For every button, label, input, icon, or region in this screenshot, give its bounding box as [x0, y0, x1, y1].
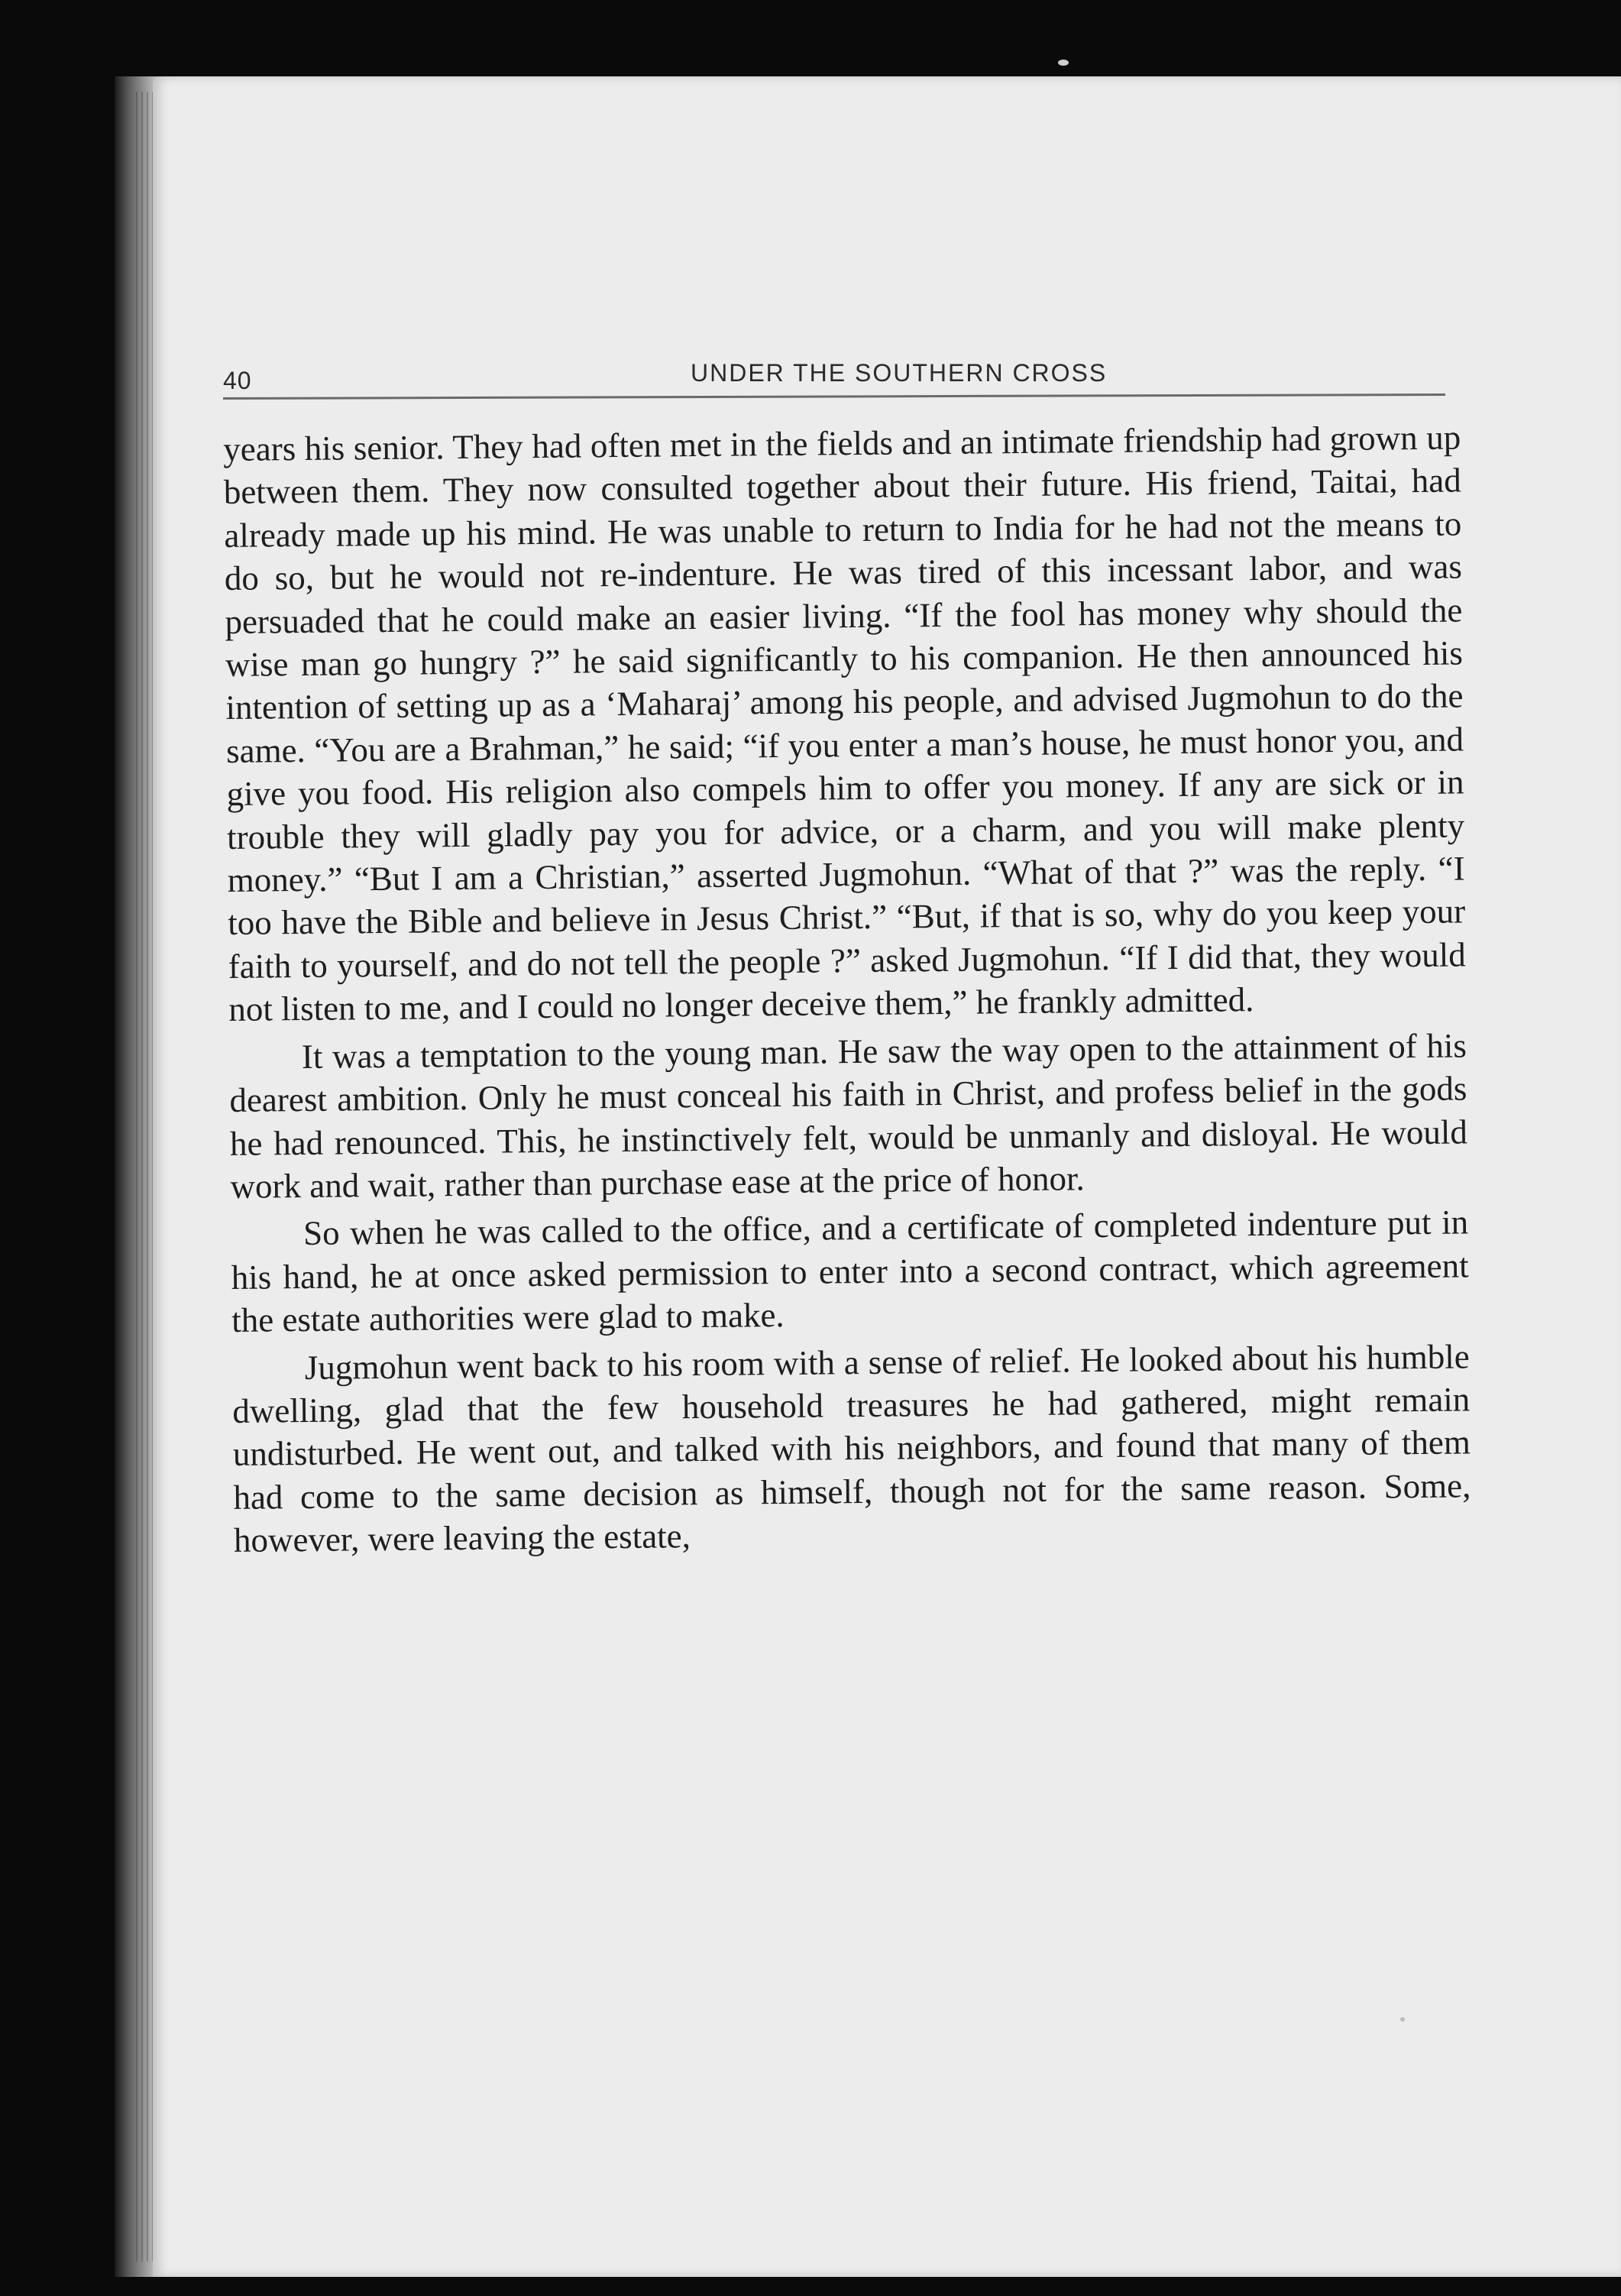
paragraph: years his senior. They had often met in the fields and an intimate friendship had grown up between them. They now consulted together about their future. His friend, Taitai, had already made up his mind. He was unable to return to India for he had not the means to do so, but he would not re-indenture. He was tired of this incessant labor, and was persuaded that he could make an easier living. “If the fool has money why should the wise man go hungry ?” he said significantly to his companion. He then announced his intention of setting up as a ‘Maharaj’ among his people, and advised Jugmohun to do the same. “You are a Brahman,” he said; “if you enter a man’s house, he must honor you, and give you food. His religion also compels him to offer you money. If any are sick or in trouble they will gladly pay you for advice, or a charm, and you will make plenty money.” “But I am a Christian,” asserted Jugmohun. “What of that ?” was the reply. “I too have the Bible and believe in Jesus Christ.” “But, if that is so, why do you keep your faith to yourself, and do not tell the people ?” asked Jugmohun. “If I did that, they would not listen to me, and I could no longer deceive them,” he frankly admitted. — [223, 418, 1466, 1029]
body-text — [223, 416, 1471, 1562]
page-number: 40 — [223, 367, 252, 394]
running-head — [223, 353, 1445, 399]
paragraph: It was a temptation to the young man. He saw the way open to the attainment of his dearest ambition. Only he must conceal his faith in Christ, and profess belief in the gods he had renounced. This, he instinctively felt, would be unmanly and disloyal. He would work and wait, rather than purchase ease at the price of honor. — [229, 1026, 1468, 1206]
paragraph: So when he was called to the office, and a certificate of completed indenture put in his hand, he at once asked permission to enter into a second contract, which agreement the estate authorities were glad to make. — [231, 1203, 1469, 1340]
running-title: UNDER THE SOUTHERN CROSS — [691, 359, 1108, 387]
dust-speck — [1400, 2017, 1405, 2022]
paragraph: Jugmohun went back to his room with a sense of relief. He looked about his humble dwelling, glad that the few household treasures he had gathered, might remain undisturbed. He went out, and talked with his neighbors, and found that many of them had come to the same decision as himself, though not for the same reason. Some, however, were leaving the estate, — [232, 1336, 1471, 1560]
dust-speck — [1058, 60, 1069, 66]
